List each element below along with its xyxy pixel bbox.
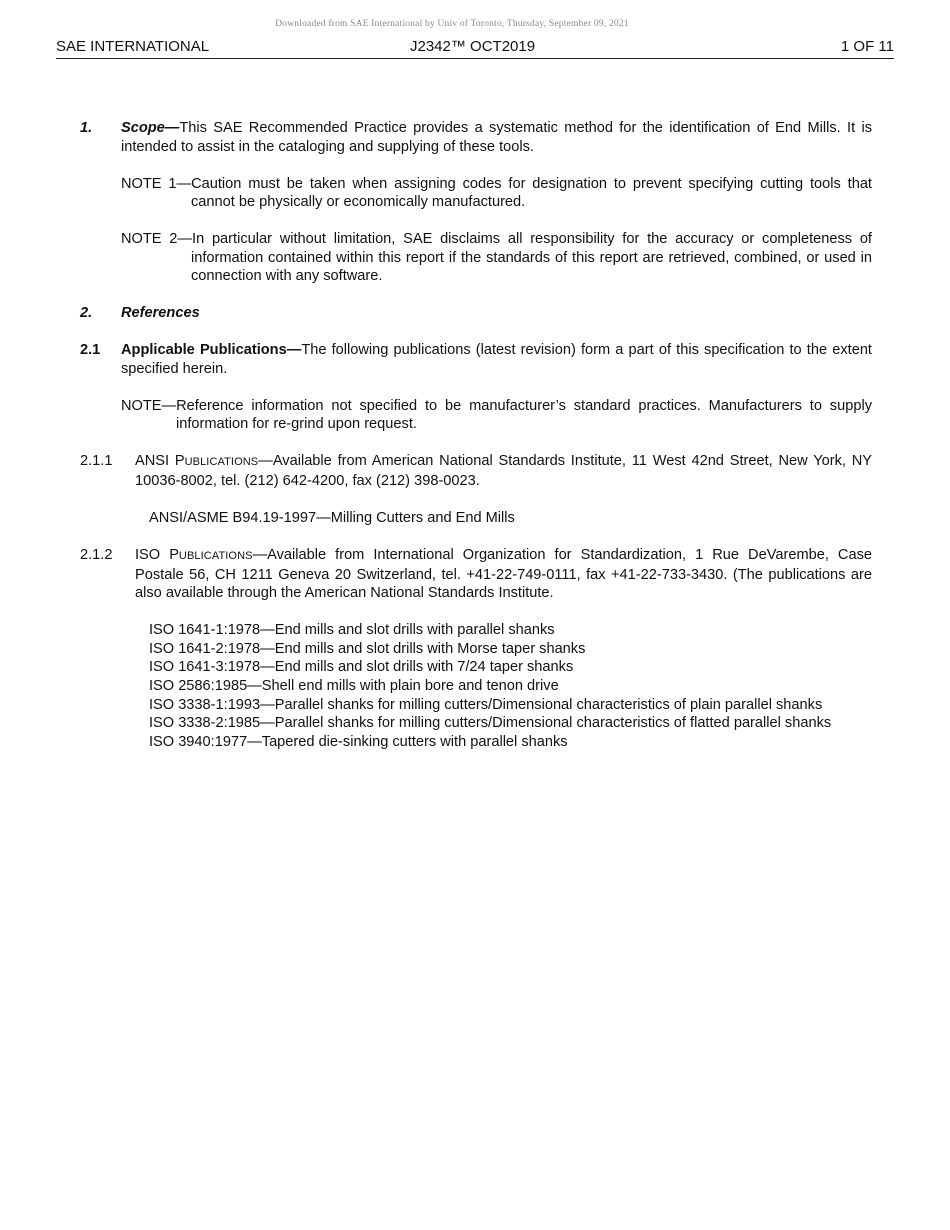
iso-reference-list — [149, 621, 872, 751]
section-text: —Available from International Organization for Standardization, 1 Rue DeVarembe, Case Postale 56, CH 1211 Geneva 20 Switzerland, tel. +41-22-749-0111, fax +41-22-733-3430. (The publications are also available through the American National Standards Institute. — [135, 547, 872, 602]
note-label: NOTE 2— — [121, 231, 193, 248]
header-doc-id: J2342™ OCT2019 — [410, 38, 536, 55]
note-label: NOTE 1— — [121, 175, 192, 192]
section-number: 2. — [80, 305, 93, 322]
section-text: This SAE Recommended Practice provides a systematic method for the identification of End Mills. It is intended to assist in the cataloging and supplying of these tools. — [121, 120, 872, 155]
note-text: Reference information not specified to be manufacturer’s standard practices. Manufacturers to supply information for re-grind upon request. — [176, 397, 872, 433]
section-number: 1. — [80, 120, 93, 136]
section-smallcaps: UBLICATIONS — [178, 550, 253, 563]
section-title: References — [121, 305, 200, 322]
section-smallcaps: UBLICATIONS — [184, 456, 259, 469]
section-iso-publications — [80, 546, 872, 603]
section-prefix: ANSI — [135, 453, 175, 470]
reference-item: ISO 3940:1977—Tapered die-sinking cutters with parallel shanks — [149, 733, 568, 750]
section-prefix: ISO — [135, 547, 170, 564]
reference-item: ISO 1641-3:1978—End mills and slot drills with 7/24 taper shanks — [149, 659, 574, 676]
reference-item: ISO 3338-1:1993—Parallel shanks for milling cutters/Dimensional characteristics of plain parallel shanks — [149, 696, 823, 713]
note-label: NOTE— — [121, 397, 177, 414]
section-number: 2.1.1 — [80, 453, 113, 470]
section-applicable-publications — [80, 341, 872, 378]
section-title: Scope— — [121, 120, 180, 136]
header-org: SAE INTERNATIONAL — [56, 38, 210, 55]
reference-item: ISO 1641-1:1978—End mills and slot drills with parallel shanks — [149, 622, 555, 639]
note-text: In particular without limitation, SAE disclaims all responsibility for the accuracy or completeness of information contained within this report if the standards of this report are retrieved, combined, or used in connection with any software. — [191, 231, 872, 285]
page-header — [56, 38, 894, 59]
section-number: 2.1 — [80, 342, 101, 359]
reference-item: ISO 3338-2:1985—Parallel shanks for milling cutters/Dimensional characteristics of flatted parallel shanks — [149, 715, 832, 732]
note-applicable — [121, 397, 872, 434]
section-ansi-publications — [80, 452, 872, 490]
reference-item: ANSI/ASME B94.19-1997—Milling Cutters and End Mills — [149, 510, 515, 527]
note-2 — [121, 230, 872, 286]
section-number: 2.1.2 — [80, 547, 113, 564]
ansi-reference-list — [149, 509, 872, 528]
reference-item: ISO 1641-2:1978—End mills and slot drills with Morse taper shanks — [149, 640, 586, 657]
section-text: —Available from American National Standards Institute, 11 West 42nd Street, New York, NY 10036-8002, tel. (212) 642-4200, fax (212) 398-0023. — [135, 453, 872, 490]
section-scope — [80, 119, 872, 156]
reference-item: ISO 2586:1985—Shell end mills with plain bore and tenon drive — [149, 677, 559, 694]
section-references — [80, 304, 872, 323]
section-smallcaps-initial: P — [174, 453, 185, 470]
download-watermark: Downloaded from SAE International by Univ of Toronto, Thursday, September 09, 2021 — [275, 19, 629, 29]
section-smallcaps-initial: P — [169, 547, 179, 564]
note-1 — [121, 175, 872, 212]
header-page-number: 1 OF 11 — [840, 38, 894, 55]
section-text: The following publications (latest revision) form a part of this specification to the extent specified herein. — [121, 342, 872, 377]
note-text: Caution must be taken when assigning codes for designation to prevent specifying cutting tools that cannot be physically or economically manufactured. — [191, 175, 872, 211]
document-body — [80, 119, 872, 751]
section-title: Applicable Publications— — [121, 342, 302, 359]
